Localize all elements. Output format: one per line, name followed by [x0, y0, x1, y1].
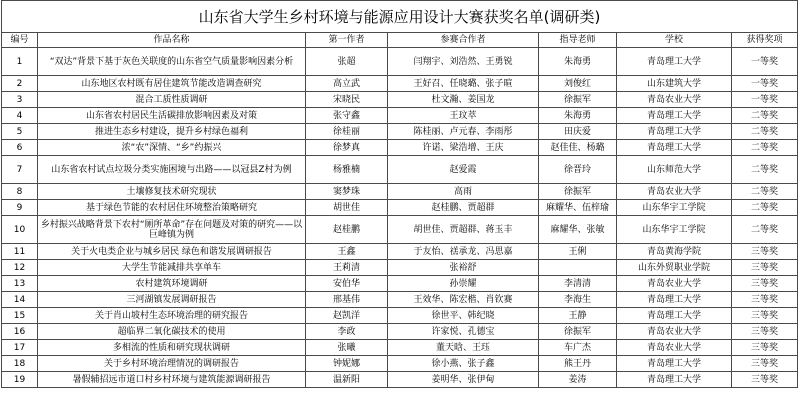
cell-number: 15	[2, 308, 38, 324]
cell-school: 青岛理工大学	[617, 356, 732, 372]
cell-number: 1	[2, 48, 38, 76]
cell-advisor: 徐振军	[539, 92, 617, 108]
table-row	[2, 340, 798, 356]
table-row	[2, 356, 798, 372]
cell-advisor: 赵佳佳、杨璐	[539, 140, 617, 156]
cell-number: 8	[2, 184, 38, 200]
cell-first-author: 王鑫	[306, 244, 388, 260]
cell-number: 7	[2, 156, 38, 184]
cell-advisor: 朱海勇	[539, 48, 617, 76]
cell-number: 3	[2, 92, 38, 108]
cell-award: 三等奖	[732, 356, 798, 372]
cell-number: 10	[2, 216, 38, 244]
cell-work-name: 山东省农村居民生活碳排放影响因素及对策	[38, 108, 306, 124]
cell-partners: 徐小燕、张子鑫	[388, 356, 539, 372]
cell-partners: 赵爱霞	[388, 156, 539, 184]
cell-work-name: 三河湖镇发展调研报告	[38, 292, 306, 308]
table-row	[2, 48, 798, 76]
cell-award: 三等奖	[732, 276, 798, 292]
table-row	[2, 200, 798, 216]
cell-work-name: 混合工质性质调研	[38, 92, 306, 108]
cell-school: 青岛农业大学	[617, 276, 732, 292]
table-row	[2, 92, 798, 108]
cell-number: 14	[2, 292, 38, 308]
cell-partners: 姜明华、张伊甸	[388, 372, 539, 388]
cell-partners: 董天晗、王珏	[388, 340, 539, 356]
cell-advisor: 徐振军	[539, 184, 617, 200]
cell-partners: 王好召、任晓璐、张子暄	[388, 76, 539, 92]
table-row	[2, 108, 798, 124]
table-row	[2, 292, 798, 308]
table-title: 山东省大学生乡村环境与能源应用设计大赛获奖名单(调研类)	[2, 1, 798, 33]
cell-work-name: 关于乡村环境治理情况的调研报告	[38, 356, 306, 372]
cell-first-author: 胡世佳	[306, 200, 388, 216]
cell-advisor: 刘俊红	[539, 76, 617, 92]
cell-work-name: 超临界二氧化碳技术的使用	[38, 324, 306, 340]
cell-advisor: 徐振军	[539, 324, 617, 340]
cell-advisor: 徐晋玲	[539, 156, 617, 184]
cell-award: 三等奖	[732, 372, 798, 388]
cell-first-author: 杨雅楠	[306, 156, 388, 184]
cell-advisor: 李海生	[539, 292, 617, 308]
cell-first-author: 张守鑫	[306, 108, 388, 124]
table-row	[2, 276, 798, 292]
cell-partners: 闫翔宇、刘浩然、王勇锐	[388, 48, 539, 76]
cell-first-author: 徐梦真	[306, 140, 388, 156]
cell-number: 9	[2, 200, 38, 216]
column-header-work-name: 作品名称	[38, 33, 306, 48]
cell-first-author: 高立武	[306, 76, 388, 92]
cell-award: 二等奖	[732, 140, 798, 156]
cell-school: 青岛农业大学	[617, 92, 732, 108]
cell-school: 青岛农业大学	[617, 184, 732, 200]
cell-school: 山东华宇工学院	[617, 216, 732, 244]
cell-number: 17	[2, 340, 38, 356]
cell-advisor	[539, 260, 617, 276]
cell-school: 青岛理工大学	[617, 108, 732, 124]
cell-number: 18	[2, 356, 38, 372]
cell-award: 二等奖	[732, 124, 798, 140]
cell-partners: 张裕舒	[388, 260, 539, 276]
cell-number: 16	[2, 324, 38, 340]
cell-number: 6	[2, 140, 38, 156]
cell-advisor: 李清清	[539, 276, 617, 292]
cell-number: 19	[2, 372, 38, 388]
cell-partners: 许家悦、孔德宝	[388, 324, 539, 340]
table-row	[2, 260, 798, 276]
table-row	[2, 244, 798, 260]
cell-first-author: 钟妮娜	[306, 356, 388, 372]
cell-work-name: 乡村振兴战略背景下农村“厕所革命”存在问题及对策的研究——以巨峰镇为例	[38, 216, 306, 244]
cell-advisor: 熊王丹	[539, 356, 617, 372]
cell-advisor: 麻耀华、伍梓瑜	[539, 200, 617, 216]
cell-first-author: 赵桂鹏	[306, 216, 388, 244]
table-row	[2, 140, 798, 156]
cell-school: 山东华宇工学院	[617, 200, 732, 216]
cell-number: 5	[2, 124, 38, 140]
cell-work-name: 山东地区农村既有居住建筑节能改造调查研究	[38, 76, 306, 92]
cell-number: 2	[2, 76, 38, 92]
column-header-first-author: 第一作者	[306, 33, 388, 48]
column-header-school: 学校	[617, 33, 732, 48]
cell-partners: 赵桂鹏、贾超群	[388, 200, 539, 216]
cell-award: 二等奖	[732, 200, 798, 216]
column-header-award: 获得奖项	[732, 33, 798, 48]
cell-award: 一等奖	[732, 48, 798, 76]
column-header-advisor: 指导老师	[539, 33, 617, 48]
cell-school: 青岛理工大学	[617, 124, 732, 140]
award-list-sheet	[1, 0, 797, 414]
table-row	[2, 184, 798, 200]
cell-first-author: 张曦	[306, 340, 388, 356]
cell-award: 二等奖	[732, 216, 798, 244]
column-header-partners: 参赛合作者	[388, 33, 539, 48]
cell-number: 4	[2, 108, 38, 124]
cell-advisor: 姜涛	[539, 372, 617, 388]
cell-school: 山东外贸职业学院	[617, 260, 732, 276]
cell-work-name: 土壤修复技术研究现状	[38, 184, 306, 200]
table-row	[2, 372, 798, 388]
cell-award: 二等奖	[732, 108, 798, 124]
cell-first-author: 张超	[306, 48, 388, 76]
cell-school: 青岛理工大学	[617, 308, 732, 324]
cell-school: 青岛农业大学	[617, 340, 732, 356]
cell-school: 青岛理工大学	[617, 48, 732, 76]
cell-award: 三等奖	[732, 260, 798, 276]
cell-advisor: 王静	[539, 308, 617, 324]
cell-first-author: 温新阳	[306, 372, 388, 388]
cell-award: 三等奖	[732, 244, 798, 260]
cell-advisor: 田庆爱	[539, 124, 617, 140]
cell-school: 青岛农业大学	[617, 324, 732, 340]
cell-first-author: 赵凯洋	[306, 308, 388, 324]
cell-work-name: 推进生态乡村建设，提升乡村绿色福利	[38, 124, 306, 140]
cell-advisor: 麻耀华、张敏	[539, 216, 617, 244]
cell-school: 山东建筑大学	[617, 76, 732, 92]
cell-partners: 徐世平、韩纪晓	[388, 308, 539, 324]
cell-partners: 杜文瀚、姜国龙	[388, 92, 539, 108]
cell-partners: 王效华、陈宏楷、肖钦赛	[388, 292, 539, 308]
column-header-number: 编号	[2, 33, 38, 48]
cell-work-name: “双达”背景下基于灰色关联度的山东省空气质量影响因素分析	[38, 48, 306, 76]
table-row	[2, 216, 798, 244]
cell-award: 三等奖	[732, 292, 798, 308]
cell-partners: 陈桂丽、卢元春、李雨彤	[388, 124, 539, 140]
cell-partners: 孙崇耀	[388, 276, 539, 292]
cell-award: 二等奖	[732, 184, 798, 200]
cell-work-name: 基于绿色节能的农村居住环境整治策略研究	[38, 200, 306, 216]
cell-partners: 胡世佳、贾超群、蒋玉丰	[388, 216, 539, 244]
cell-work-name: 多相流的性质和研究现状调研	[38, 340, 306, 356]
cell-partners: 许诺、梁浩增、王庆	[388, 140, 539, 156]
cell-work-name: 山东省农村试点垃圾分类实施困境与出路——以冠县Z村为例	[38, 156, 306, 184]
cell-partners: 王玟萃	[388, 108, 539, 124]
cell-advisor: 朱海勇	[539, 108, 617, 124]
cell-number: 11	[2, 244, 38, 260]
cell-award: 三等奖	[732, 340, 798, 356]
cell-number: 13	[2, 276, 38, 292]
cell-first-author: 邢基伟	[306, 292, 388, 308]
cell-school: 青岛理工大学	[617, 140, 732, 156]
cell-first-author: 徐桂丽	[306, 124, 388, 140]
cell-first-author: 王莉清	[306, 260, 388, 276]
cell-work-name: 农村建筑环境调研	[38, 276, 306, 292]
cell-advisor: 车广杰	[539, 340, 617, 356]
cell-work-name: 浓“农”深情、“乡”约振兴	[38, 140, 306, 156]
table-row	[2, 324, 798, 340]
cell-work-name: 暑假辅招远市道口村乡村环境与建筑能源调研报告	[38, 372, 306, 388]
cell-partners: 高雨	[388, 184, 539, 200]
cell-school: 青岛理工大学	[617, 372, 732, 388]
cell-first-author: 李政	[306, 324, 388, 340]
cell-number: 12	[2, 260, 38, 276]
table-row	[2, 124, 798, 140]
table-row	[2, 76, 798, 92]
cell-work-name: 关于火电类企业与城乡居民 绿色和谐发展调研报告	[38, 244, 306, 260]
cell-first-author: 宋晓民	[306, 92, 388, 108]
cell-school: 青岛黄海学院	[617, 244, 732, 260]
table-row	[2, 308, 798, 324]
cell-partners: 于友怡、禚承龙、冯思嘉	[388, 244, 539, 260]
cell-work-name: 关于肖山坡村生态环境治理的研究报告	[38, 308, 306, 324]
cell-work-name: 大学生节能减排共享单车	[38, 260, 306, 276]
cell-award: 三等奖	[732, 308, 798, 324]
award-table	[1, 0, 798, 388]
cell-advisor: 王俐	[539, 244, 617, 260]
cell-first-author: 安伯华	[306, 276, 388, 292]
cell-award: 一等奖	[732, 76, 798, 92]
cell-award: 三等奖	[732, 324, 798, 340]
header-row	[2, 33, 798, 48]
cell-award: 二等奖	[732, 156, 798, 184]
table-body	[2, 48, 798, 388]
cell-award: 一等奖	[732, 92, 798, 108]
cell-school: 山东师范大学	[617, 156, 732, 184]
cell-first-author: 窦梦珠	[306, 184, 388, 200]
table-row	[2, 156, 798, 184]
cell-school: 青岛理工大学	[617, 292, 732, 308]
